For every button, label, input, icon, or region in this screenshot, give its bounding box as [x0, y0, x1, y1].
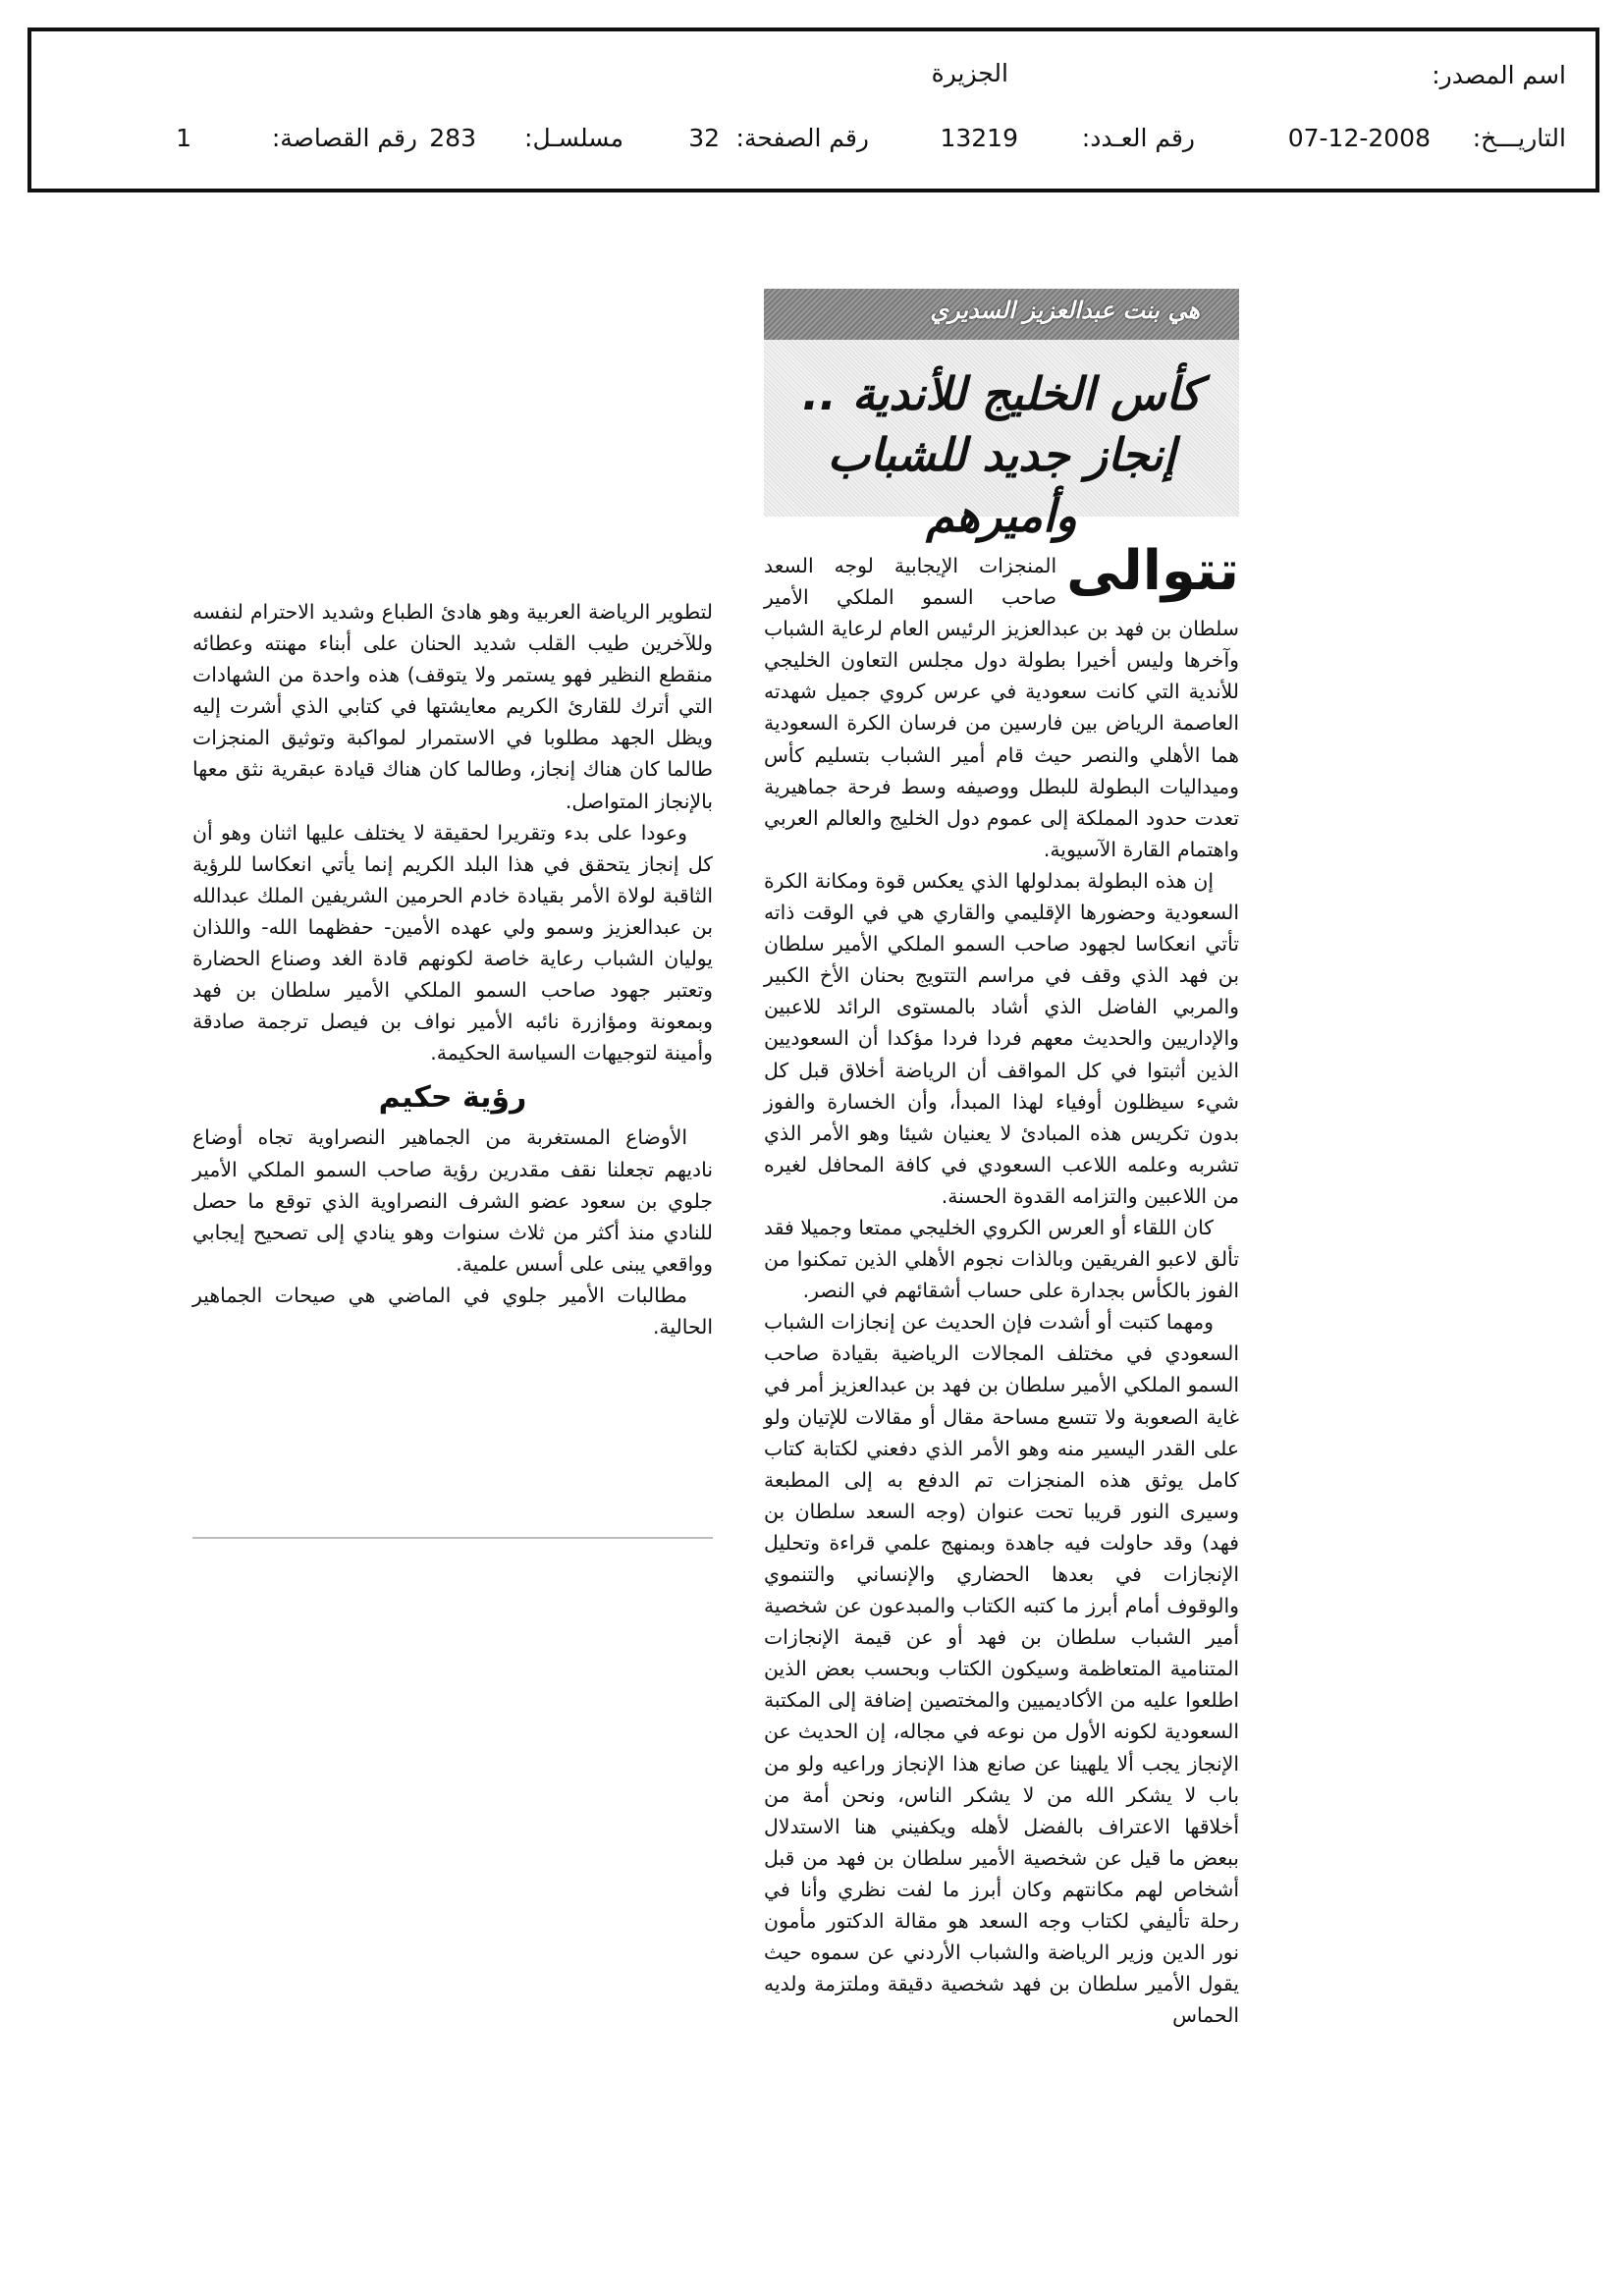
date-label: التاريـــخ:: [1472, 124, 1566, 152]
page-value: 32: [688, 124, 720, 152]
paragraph: مطالبات الأمير جلوي في الماضي هي صيحات الجماهير الحالية.: [192, 1283, 713, 1339]
source-label: اسم المصدر:: [1432, 61, 1566, 89]
paragraph: إن هذه البطولة بمدلولها الذي يعكس قوة ومكانة الكرة السعودية وحضورها الإقليمي والقاري هي في الوقت ذاته تأتي انعكاسا لجهود صاحب السمو الملكي الأمير سلطان بن فهد الذي وقف في مراسم التتويج بحنان الأخ الكبير والمربي الفاضل الذي أشاد بالمستوى الرائد للاعبين والإداريين والحديث معهم فردا فردا مؤكدا أن السعوديين الذين أثبتوا في كل المواقف أن الرياضة أخلاق قبل كل شيء سيظلون أوفياء لهذا المبدأ، وأن الخسارة والفوز بدون تكريس هذه المبادئ لا يعنيان شيئا وهو الأمر الذي تشربه وعلمه اللاعب السعودي في كافة المحافل لغيره من اللاعبين والتزامه القدوة الحسنة.: [764, 868, 1239, 1208]
issue-label: رقم العـدد:: [1081, 124, 1195, 152]
headline-line-2: إنجاز جديد للشباب وأميرهم: [827, 428, 1176, 542]
author-name: هي بنت عبدالعزيز السديري: [930, 297, 1200, 324]
dropcap-word: تتوالى: [1066, 539, 1239, 603]
headline-box: [764, 340, 1239, 542]
paragraph: الأوضاع المستغربة من الجماهير النصراوية تجاه أوضاع ناديهم تجعلنا نقف مقدرين رؤية صاحب السمو الملكي الأمير جلوي بن سعود عضو الشرف النصراوية الذي توقع ما حصل للنادي منذ أكثر من ثلاث سنوات وهو ينادي إلى تصحيح إيجابي وواقعي يبنى على أسس علمية.: [192, 1125, 713, 1276]
paragraph: لتطوير الرياضة العربية وهو هادئ الطباع وشديد الاحترام لنفسه وللآخرين طيب القلب شديد الحنان على أبناء مهنته وعطائه منقطع النظير فهو يستمر ولا يتوقف) هذه واحدة من الشهادات التي أترك للقارئ الكريم معايشتها في كتابي الذي أشرت إليه ويظل الجهد مطلوبا في الاستمرار لمواكبة وتوثيق المنجزات طالما كان هناك إنجاز، وطالما كان هناك قيادة عبقرية نثق معها بالإنجاز المتواصل.: [192, 600, 713, 813]
article-column-right: [764, 539, 1239, 2031]
headline-line-1: كأس الخليج للأندية ..: [801, 367, 1202, 420]
clip-label: رقم القصاصة:: [271, 124, 417, 152]
source-value: الجزيرة: [931, 59, 1008, 87]
clipping-header: [27, 27, 1599, 192]
date-value: 07-12-2008: [1287, 124, 1431, 152]
serial-label: مسلسـل:: [524, 124, 623, 152]
clip-value: 1: [176, 124, 191, 152]
paragraph: ومهما كتبت أو أشدت فإن الحديث عن إنجازات الشباب السعودي في مختلف المجالات الرياضية بقيادة صاحب السمو الملكي الأمير سلطان بن فهد بن عبدالعزيز أمر في غاية الصعوبة ولا تتسع مساحة مقال أو مقالات للإتيان ولو على القدر اليسير منه وهو الأمر الذي دفعني لكتابة كتاب كامل يوثق هذه المنجزات تم الدفع به إلى المطبعة وسيرى النور قريبا تحت عنوان (وجه السعد سلطان بن فهد) وقد حاولت فيه جاهدة وبمنهج علمي قراءة وتحليل الإنجازات في بعدها الحضاري والإنساني والتنموي والوقوف أمام أبرز ما كتبه الكتاب والمبدعون عن شخصية أمير الشباب سلطان بن فهد أو عن قيمة الإنجازات المتنامية المتعاظمة وسيكون الكتاب وبحسب بعض الذين اطلعوا عليه من الأكاديميين والمختصين إضافة إلى المكتبة السعودية لكونه الأول من نوعه في مجاله، إن الحديث عن الإنجاز يجب ألا يلهينا عن صانع هذا الإنجاز وراعيه ولو من باب لا يشكر الله من لا يشكر الناس، ونحن أمة من أخلاقها الاعتراف بالفضل لأهله ويكفيني هنا الاستدلال ببعض ما قيل عن شخصية الأمير سلطان بن فهد من قبل أشخاص لهم مكانتهم وكان أبرز ما لفت نظري وأنا في رحلة تأليفي لكتاب وجه السعد هو مقالة الدكتور مأمون نور الدين وزير الرياضة والشباب الأردني عن سموه حيث يقول الأمير سلطان بن فهد شخصية دقيقة وملتزمة ولديه الحماس: [764, 1310, 1239, 2028]
paragraph-text: المنجزات الإيجابية لوجه السعد صاحب السمو الملكي الأمير سلطان بن فهد بن عبدالعزيز الرئيس العام لرعاية الشباب وآخرها وليس أخيرا بطولة دول مجلس التعاون الخليجي للأندية التي كانت سعودية في عرس كروي جميل شهدته العاصمة الرياض بين فارسين من فرسان الكرة السعودية هما الأهلي والنصر حيث قام أمير الشباب بتسليم كأس وميداليات البطولة للبطل ووصيفه وسط فرحة جماهيرية تعدت حدود المملكة إلى عموم دول الخليج والعالم العربي واهتمام القارة الآسيوية.: [764, 554, 1239, 861]
serial-value: 283: [429, 124, 476, 152]
page-label: رقم الصفحة:: [735, 124, 869, 152]
paragraph: كان اللقاء أو العرس الكروي الخليجي ممتعا وجميلا فقد تألق لاعبو الفريقين وبالذات نجوم الأهلي الذين تمكنوا من الفوز بالكأس بجدارة على حساب أشقائهم في النصر.: [764, 1215, 1239, 1303]
paragraph: وعودا على بدء وتقريرا لحقيقة لا يختلف عليها اثنان وهو أن كل إنجاز يتحقق في هذا البلد الكريم إنما يأتي انعكاسا للرؤية الثاقبة لولاة الأمر بقيادة خادم الحرمين الشريفين الملك عبدالله بن عبدالعزيز وسمو ولي عهده الأمين- حفظهما الله- واللذان يوليان الشباب رعاية خاصة لكونهم قادة الغد وصناع الحضارة وتعتبر جهود صاحب السمو الملكي الأمير سلطان بن فهد وبمعونة ومؤازرة نائبه الأمير نواف بن فيصل ترجمة صادقة وأمينة لتوجيهات السياسة الحكيمة.: [192, 820, 713, 1066]
subheading: رؤية حكيم: [378, 1080, 527, 1116]
paragraph: [764, 539, 1239, 865]
article-column-left: [192, 596, 713, 1342]
issue-value: 13219: [940, 124, 1018, 152]
author-banner: [764, 289, 1239, 340]
column-end-rule: [192, 1537, 713, 1539]
